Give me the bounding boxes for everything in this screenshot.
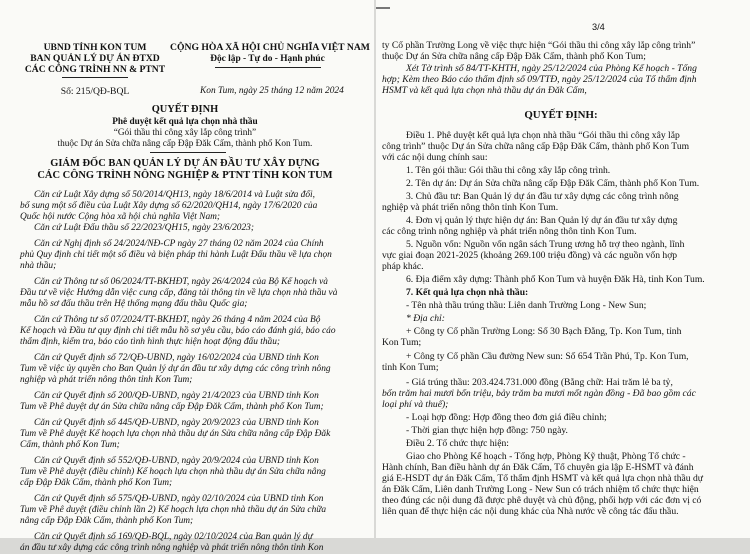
address-heading: * Địa chỉ: [406, 313, 445, 324]
legal-basis-line: Căn cứ Thông tư số 06/2024/TT-BKHĐT, ngày 26/4/2024 của Bộ Kế hoạch và [34, 277, 328, 287]
legal-basis-line: Căn cứ Luật Đấu thầu số 22/2023/QH15, ngày 23/6/2023; [34, 223, 254, 233]
legal-basis-line: Căn cứ Quyết định số 552/QĐ-UBND, ngày 20/9/2024 của UBND tỉnh Kon [34, 456, 319, 466]
page-number: 3/4 [592, 22, 605, 32]
nation-underline [215, 67, 321, 68]
address-line: Kon Tum; [382, 337, 422, 348]
management-unit-line: các công trình nông nghiệp và phát triển nông thôn tỉnh Kon Tum. [382, 226, 637, 237]
legal-basis-line: mẫu hồ sơ đấu thầu trên Hệ thống mạng đấu thầu Quốc gia; [20, 299, 248, 309]
legal-basis-line: Tum về Phê duyệt Kế hoạch lựa chọn nhà thầu dự án Sửa chữa nâng cấp Đập Đăk [20, 429, 331, 439]
director-line-2: CÁC CÔNG TRÌNH NÔNG NGHIỆP & PTNT TỈNH KON TUM [37, 170, 333, 181]
legal-basis-line: Tum về việc ủy quyền cho Ban Quản lý dự án đầu tư xây dựng các công trình nông [20, 364, 331, 374]
address-line: + Công ty Cổ phần Trường Long: Số 30 Bạch Đằng, Tp. Kon Tum, tỉnh [406, 326, 682, 337]
legal-basis-line: Tum về Phê duyệt (điều chỉnh lần 2) Kế hoạch lựa chọn nhà thầu dự án Sửa chữa [20, 505, 327, 515]
document-subtitle-2: “Gói thầu thi công xây lắp công trình” [113, 128, 257, 138]
article-2-line: Hành chính, Ban điều hành dự án Đăk Cấm, Tổ chuyên gia lập E-HSMT và đánh [382, 462, 694, 473]
body-line: ty Cổ phần Trường Long về việc thực hiện “Gói thầu thi công xây lắp công trình” [382, 40, 696, 51]
article-1-line: Điều 1. Phê duyệt kết quả lựa chọn nhà thầu “Gói thầu thi công xây lắp [406, 130, 680, 141]
legal-basis-line: phủ Quy định chi tiết một số điều và biện pháp thi hành Luật Đấu thầu về lựa chọn [20, 250, 332, 260]
project-name: 2. Tên dự án: Dự án Sửa chữa nâng cấp Đập Đăk Cấm, thành phố Kon Tum. [406, 178, 700, 189]
investor-line: 3. Chủ đầu tư: Ban Quản lý dự án đầu tư xây dựng các công trình nông [406, 191, 679, 202]
agency-line-2: BAN QUẢN LÝ DỰ ÁN ĐTXD [30, 53, 160, 64]
legal-basis-line: Tum về Phê duyệt (điều chỉnh) Kế hoạch lựa chọn nhà thầu dự án Sửa chữa nâng [20, 467, 326, 477]
decision-number: Số: 215/QĐ-BQL [60, 86, 130, 97]
article-2-line: liên quan để thực hiện các nội dung khác của Nhà nước về công tác đấu thầu. [382, 506, 679, 517]
subtitle-underline [150, 152, 226, 153]
article-2-line: Giao cho Phòng Kế hoạch - Tổng hợp, Phòng Kỹ thuật, Phòng Tổ chức - [406, 451, 686, 462]
legal-basis-line: nghiệp và phát triển nông thôn tỉnh Kon Tum; [20, 375, 193, 385]
document-title: QUYẾT ĐỊNH [151, 104, 219, 115]
legal-basis-line: Kế hoạch và Đầu tư quy định chi tiết mẫu hồ sơ yêu cầu, báo cáo đánh giá, báo cáo [20, 326, 336, 336]
winning-price-line: loại phí và thuế); [382, 399, 449, 410]
article-1-line: công trình” thuộc Dự án Sửa chữa nâng cấp Đập Đăk Cấm, thành phố Kon Tum [382, 141, 690, 152]
investor-line: nghiệp và phát triển nông thôn tỉnh Kon Tum. [382, 202, 559, 213]
management-unit-line: 4. Đơn vị quản lý thực hiện dự án: Ban Quản lý dự án đầu tư xây dựng [406, 215, 678, 226]
director-line-1: GIÁM ĐỐC BAN QUẢN LÝ DỰ ÁN ĐẦU TƯ XÂY DỰNG [50, 158, 320, 169]
document-subtitle-3: thuộc Dự án Sửa chữa nâng cấp Đập Đăk Cấm, thành phố Kon Tum. [57, 139, 313, 149]
winner-line: - Tên nhà thầu trúng thầu: Liên danh Trường Long - New Sun; [406, 300, 647, 311]
legal-basis-line: Căn cứ Quyết định số 200/QĐ-UBND, ngày 21/4/2023 của UBND tỉnh Kon [34, 391, 319, 401]
package-name: 1. Tên gói thầu: Gói thầu thi công xây lắp công trình. [406, 165, 611, 176]
article-2-line: giá E-HSDT dự án Đăk Cấm, Tổ thẩm định HSMT và kết quả lựa chọn nhà thầu dự [382, 473, 703, 484]
legal-basis-line: Căn cứ Quyết định số 72/QĐ-UBND, ngày 16/02/2024 của UBND tỉnh Kon [34, 353, 319, 363]
article-2-line: theo đúng các nội dung đã được phê duyệt và chủ động, phối hợp với các đơn vị có [382, 495, 702, 506]
winning-price-line: bốn trăm hai mươi bốn triệu, bảy trăm ba mươi mốt ngàn đồng - Đã bao gồm các [382, 388, 696, 399]
legal-basis-line: nâng cấp Đập Đăk Cấm, thành phố Kon Tum; [20, 516, 194, 526]
body-line: hợp; Kèm theo Báo cáo thẩm định số 09/TTĐ, ngày 25/12/2024 của Tổ thẩm định [382, 74, 697, 85]
funding-line: vực giai đoạn 2021-2025 (khoảng 269.100 triệu đồng) và các nguồn vốn hợp [382, 250, 678, 261]
legal-basis-line: bổ sung một số điều của Luật Xây dựng số 62/2020/QH14, ngày 17/6/2020 của [20, 201, 318, 211]
address-line: + Công ty Cổ phần Cầu đường New sun: Số 654 Trần Phú, Tp. Kon Tum, [406, 351, 689, 362]
legal-basis-line: án đầu tư xây dựng các công trình nông nghiệp và phát triển nông thôn tỉnh Kon [20, 543, 324, 553]
legal-basis-line: Căn cứ Quyết định số 169/QĐ-BQL, ngày 02/10/2024 của Ban quản lý dự [34, 532, 313, 542]
legal-basis-line: Căn cứ Luật Xây dựng số 50/2014/QH13, ngày 18/6/2014 và Luật sửa đổi, [34, 190, 315, 200]
contract-duration-line: - Thời gian thực hiện hợp đồng: 750 ngày. [406, 425, 568, 436]
legal-basis-line: Tum về Phê duyệt dự án Sửa chữa nâng cấp Đập Đăk Cấm, thành phố Kon Tum; [20, 402, 324, 412]
legal-basis-line: Căn cứ Thông tư số 07/2024/TT-BKHĐT, ngày 26 tháng 4 năm 2024 của Bộ [34, 315, 321, 325]
address-line: tỉnh Kon Tum; [382, 362, 439, 373]
body-line: Xét Tờ trình số 84/TT-KHTH, ngày 25/12/2024 của Phòng Kế hoạch - Tổng [406, 63, 697, 74]
article-1-line: với các nội dung chính sau: [382, 152, 488, 163]
legal-basis-line: Căn cứ Quyết định số 575/QĐ-UBND, ngày 02/10/2024 của UBND tỉnh Kon [34, 494, 324, 504]
winning-price-line: - Giá trúng thầu: 203.424.731.000 đồng (Bằng chữ: Hai trăm lẻ ba tỷ, [406, 377, 673, 388]
location-line: 6. Địa điểm xây dựng: Thành phố Kon Tum và huyện Đăk Hà, tỉnh Kon Tum. [406, 274, 705, 285]
legal-basis-line: Đầu tư về việc Hướng dẫn việc cung cấp, đăng tải thông tin về lựa chọn nhà thầu và [20, 288, 338, 298]
decides-heading: QUYẾT ĐỊNH: [524, 109, 598, 121]
nation-line-2: Độc lập - Tự do - Hạnh phúc [210, 54, 325, 64]
document-page-left [0, 0, 374, 553]
document-page-right [376, 0, 750, 538]
legal-basis-line: Căn cứ Quyết định số 445/QĐ-UBND, ngày 20/9/2023 của UBND tỉnh Kon [34, 418, 319, 428]
legal-basis-line: cấp Đập Đăk Cấm, thành phố Kon Tum; [20, 478, 173, 488]
result-heading: 7. Kết quả lựa chọn nhà thầu: [406, 287, 529, 298]
agency-line-3: CÁC CÔNG TRÌNH NN & PTNT [24, 64, 166, 75]
legal-basis-line: nhà thầu; [20, 261, 57, 271]
article-2-line: án Đăk Cấm, Liên danh Trường Long - New Sun có trách nhiệm tổ chức thực hiện [382, 484, 699, 495]
legal-basis-line: Cấm, thành phố Kon Tum; [20, 440, 120, 450]
document-subtitle-1: Phê duyệt kết quả lựa chọn nhà thầu [112, 117, 258, 127]
place-date: Kon Tum, ngày 25 tháng 12 năm 2024 [200, 86, 344, 96]
funding-line: 5. Nguồn vốn: Nguồn vốn ngân sách Trung ương hỗ trợ theo ngành, lĩnh [406, 239, 685, 250]
article-2-heading: Điều 2. Tổ chức thực hiện: [406, 438, 509, 449]
agency-line-1: UBND TỈNH KON TUM [43, 42, 147, 53]
agency-underline [62, 77, 128, 78]
legal-basis-line: Căn cứ Nghị định số 24/2024/NĐ-CP ngày 27 tháng 02 năm 2024 của Chính [34, 239, 324, 249]
legal-basis-line: Quốc hội nước Cộng hòa xã hội chủ nghĩa Việt Nam; [20, 212, 221, 222]
body-line: thuộc Dự án Sửa chữa nâng cấp Đập Đăk Cấm, thành phố Kon Tum; [382, 51, 646, 62]
funding-line: pháp khác. [382, 261, 424, 272]
body-line: HSMT và kết quả lựa chọn nhà thầu dự án Đăk Cấm, [382, 85, 587, 96]
contract-type-line: - Loại hợp đồng: Hợp đồng theo đơn giá điều chỉnh; [406, 412, 607, 423]
legal-basis-line: thẩm định, kiểm tra, báo cáo tình hình thực hiện hoạt động đấu thầu; [20, 337, 281, 347]
scan-edge-mark [376, 7, 390, 9]
nation-line-1: CỘNG HÒA XÃ HỘI CHỦ NGHĨA VIỆT NAM [170, 42, 370, 53]
